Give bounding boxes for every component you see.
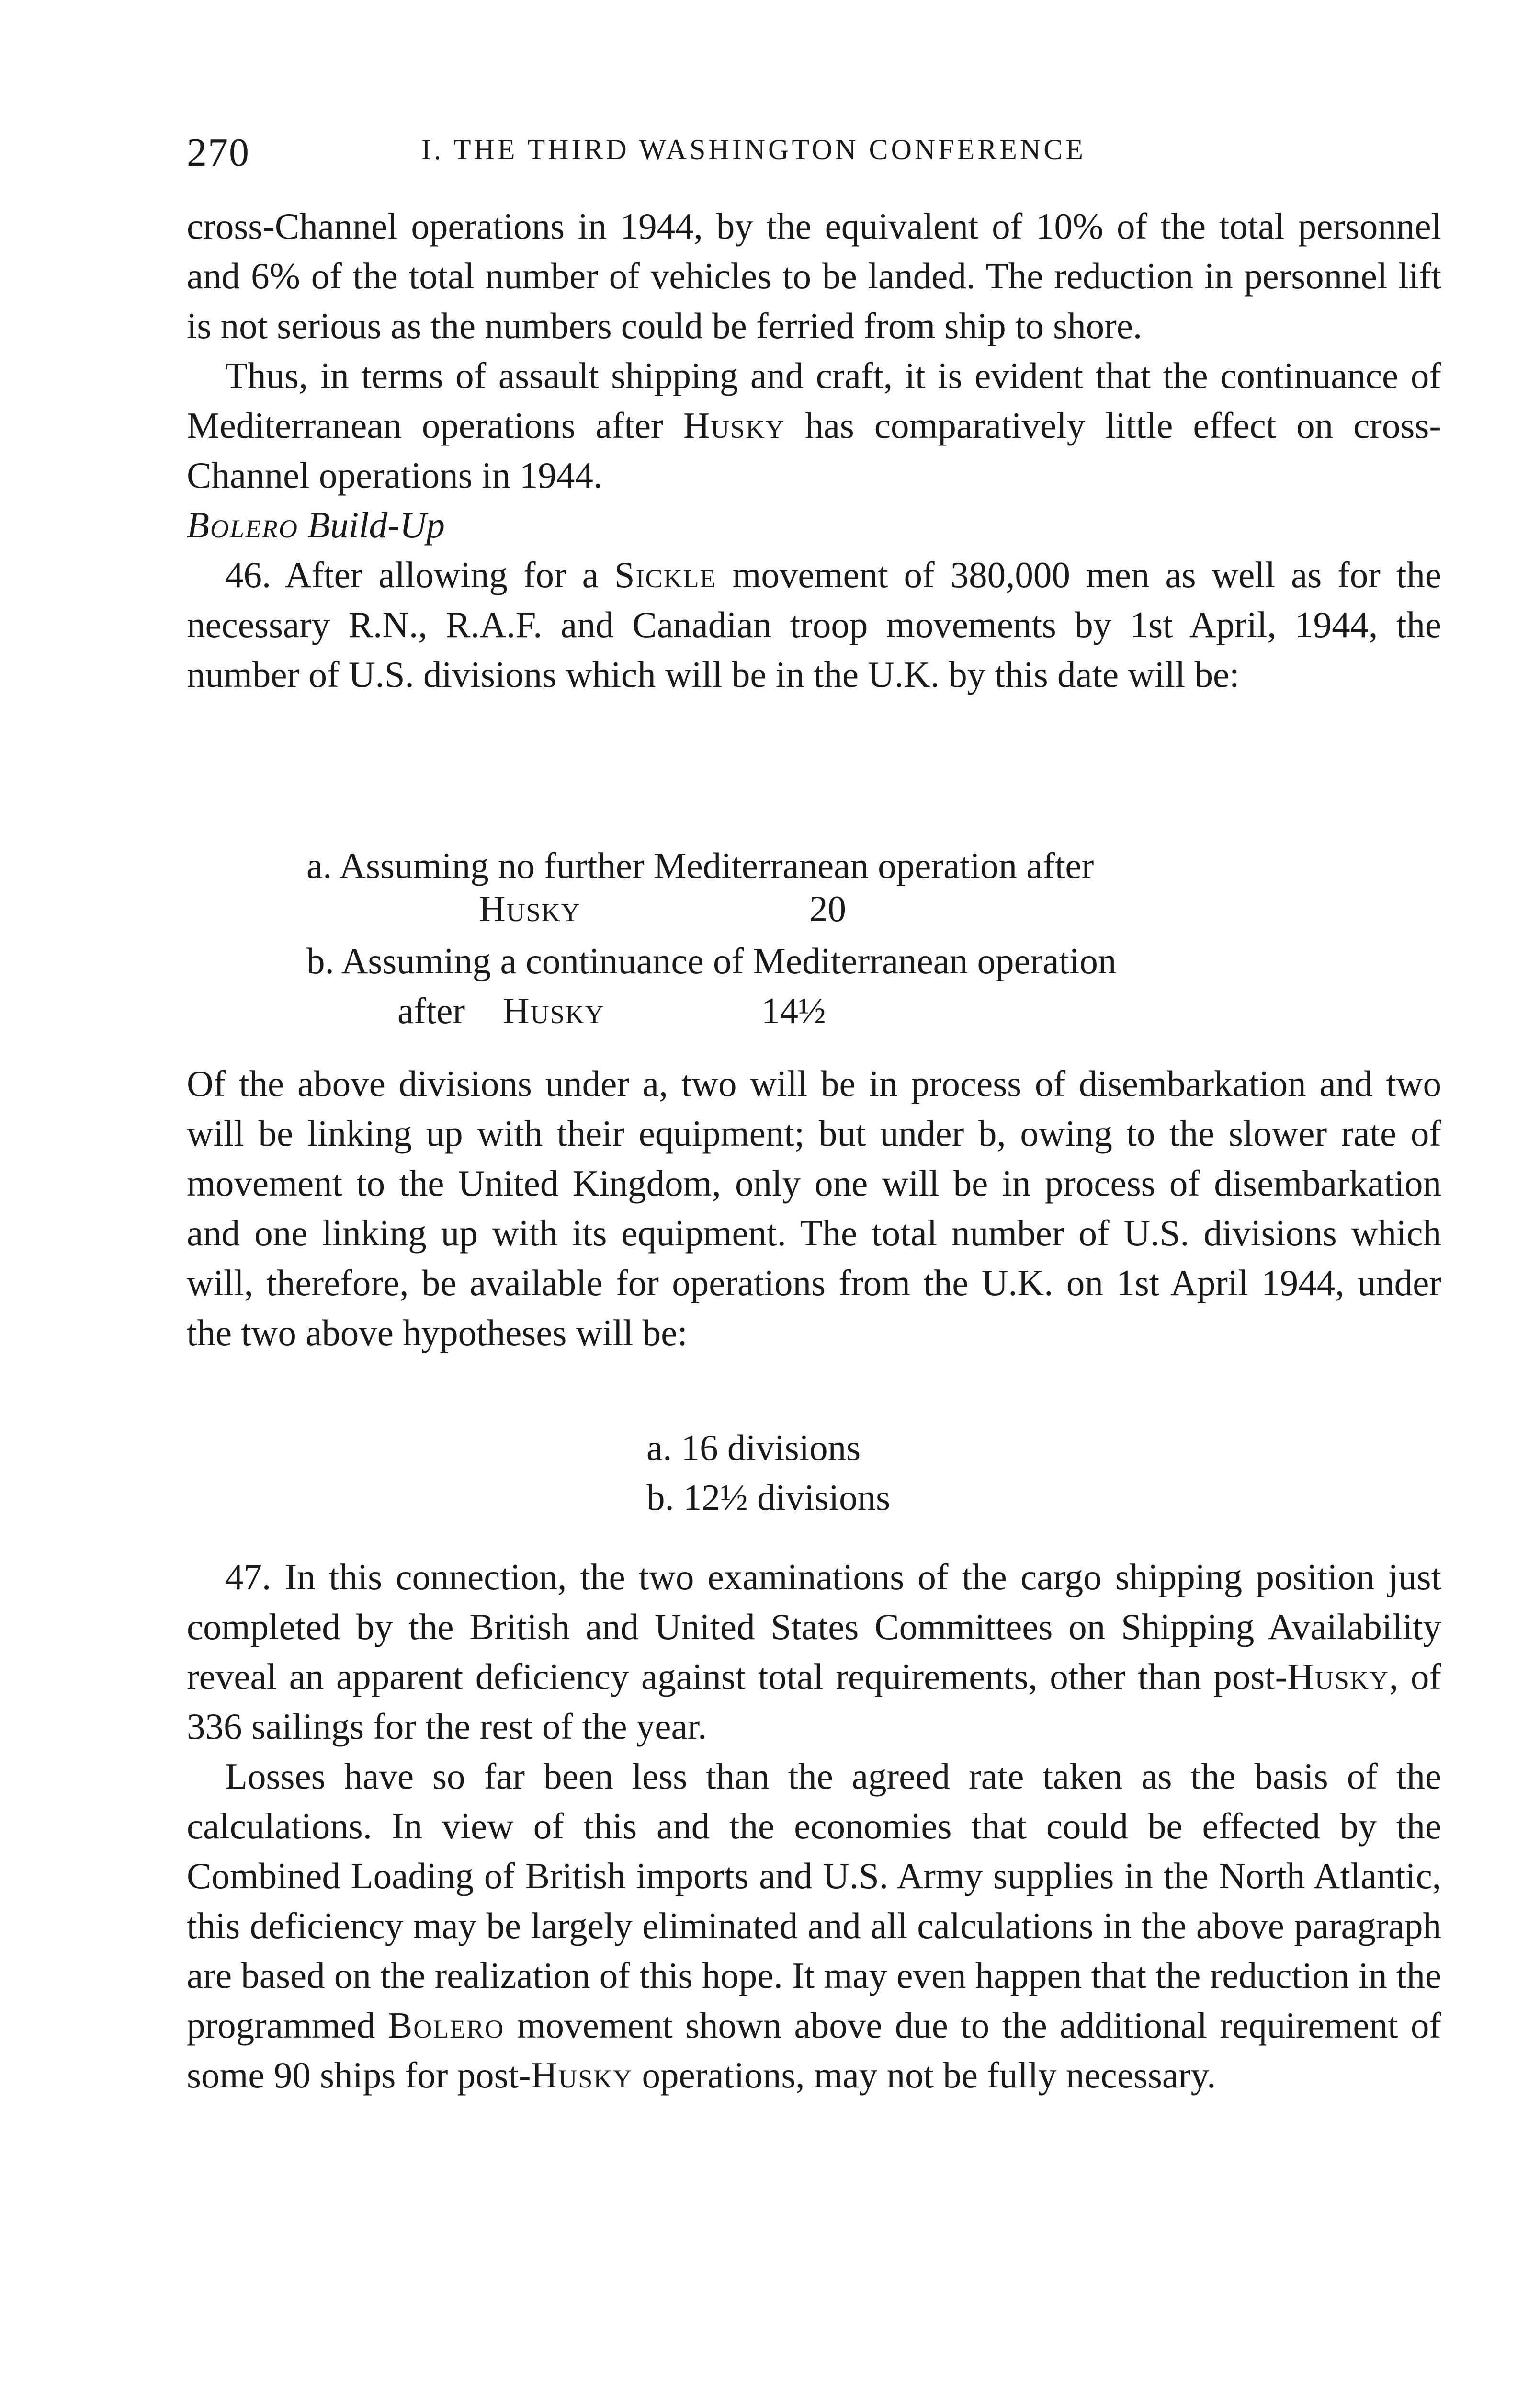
codename-husky: Husky	[1287, 1656, 1389, 1697]
paragraph-47	[187, 1552, 1441, 1751]
codename-husky: Husky	[531, 2054, 633, 2096]
text-run: movement shown above due to the additional requirement of some 90 ships for post-	[187, 2005, 1442, 2096]
section-heading	[187, 500, 1441, 550]
text-block-1	[187, 201, 1441, 699]
running-head: I. THE THIRD WASHINGTON CONFERENCE	[421, 134, 1086, 165]
text-run: 46. After allowing for a	[225, 554, 614, 595]
list-item-a	[187, 841, 1441, 890]
list-item-a-value-line	[187, 884, 1441, 929]
list-item-b-value-line	[187, 986, 1441, 1036]
page-number: 270	[187, 130, 250, 175]
paragraph-losses	[187, 1751, 1441, 2100]
divisions-a: a. 16 divisions	[646, 1427, 861, 1468]
codename-husky: Husky	[479, 888, 581, 929]
text-run: Losses have so far been less than the agreed rate taken as the basis of the calculations. In view of this and the economies that could be effected by the Combined Loading of British imports and U.S. Army supplies in the North Atlantic, this deficiency may be largely eliminated and all calculations in the above paragraph are based on the realization of this hope. It may even happen that the reduction in the programmed	[187, 1756, 1441, 2046]
text-run: 47. In this connection, the two examinations of the cargo shipping position just completed by the British and United States Committees on Shipping Availability reveal an apparent deficiency against total requirements, other than post-	[187, 1556, 1441, 1697]
heading-text: Build-Up	[298, 504, 445, 546]
text-run: , of 336 sailings for the rest of the year.	[187, 1656, 1441, 1747]
text-run: Thus, in terms of assault shipping and craft, it is evident that the continuance of Mediterranean operations after	[187, 355, 1441, 446]
paragraph-thus	[187, 351, 1441, 500]
codename-husky: Husky	[683, 405, 785, 446]
paragraph-continuation: cross-Channel operations in 1944, by the equivalent of 10% of the total personnel and 6% of the total number of vehicles to be landed. The reduction in personnel lift is not serious as the numbers could be ferried from ship to shore.	[187, 205, 1441, 346]
paragraph-divisions: Of the above divisions under a, two will be in process of disembarkation and two will be linking up with their equipment; but under b, owing to the slower rate of movement to the United Kingdom, only one will be in process of disembarkation and one linking up with its equipment. The total number of U.S. divisions which will, therefore, be available for operations from the U.K. on 1st April 1944, under the two above hypotheses will be:	[187, 1063, 1441, 1353]
text-block-3	[187, 1552, 1441, 2100]
codename-sickle: Sickle	[614, 554, 717, 595]
list-item-a-value: 20	[809, 888, 846, 929]
divisions-list	[187, 1423, 1441, 1522]
divisions-b: b. 12½ divisions	[646, 1477, 891, 1518]
page-header	[187, 120, 1441, 187]
hypotheses-list	[187, 841, 1441, 1036]
codename-bolero: Bolero	[187, 504, 299, 546]
text-run: operations, may not be fully necessary.	[633, 2054, 1216, 2096]
codename-bolero: Bolero	[387, 2005, 505, 2046]
divisions-item-b	[187, 1472, 1441, 1522]
divisions-item-a	[187, 1423, 1441, 1472]
text-run: has comparatively little effect on cross-Channel operations in 1944.	[187, 405, 1441, 496]
list-item-b-value: 14½	[761, 990, 826, 1031]
paragraph-46	[187, 550, 1441, 699]
list-item-b-after: after	[397, 990, 465, 1031]
codename-husky: Husky	[503, 990, 605, 1031]
text-run: movement of 380,000 men as well as for the necessary R.N., R.A.F. and Canadian troop movements by 1st April, 1944, the number of U.S. divisions which will be in the U.K. by this date will be:	[187, 554, 1441, 695]
list-item-b	[187, 936, 1441, 986]
list-item-a-text: a. Assuming no further Mediterranean operation after	[306, 845, 1094, 886]
text-block-2	[187, 1059, 1441, 1357]
list-item-b-text: b. Assuming a continuance of Mediterranean operation	[306, 940, 1117, 981]
